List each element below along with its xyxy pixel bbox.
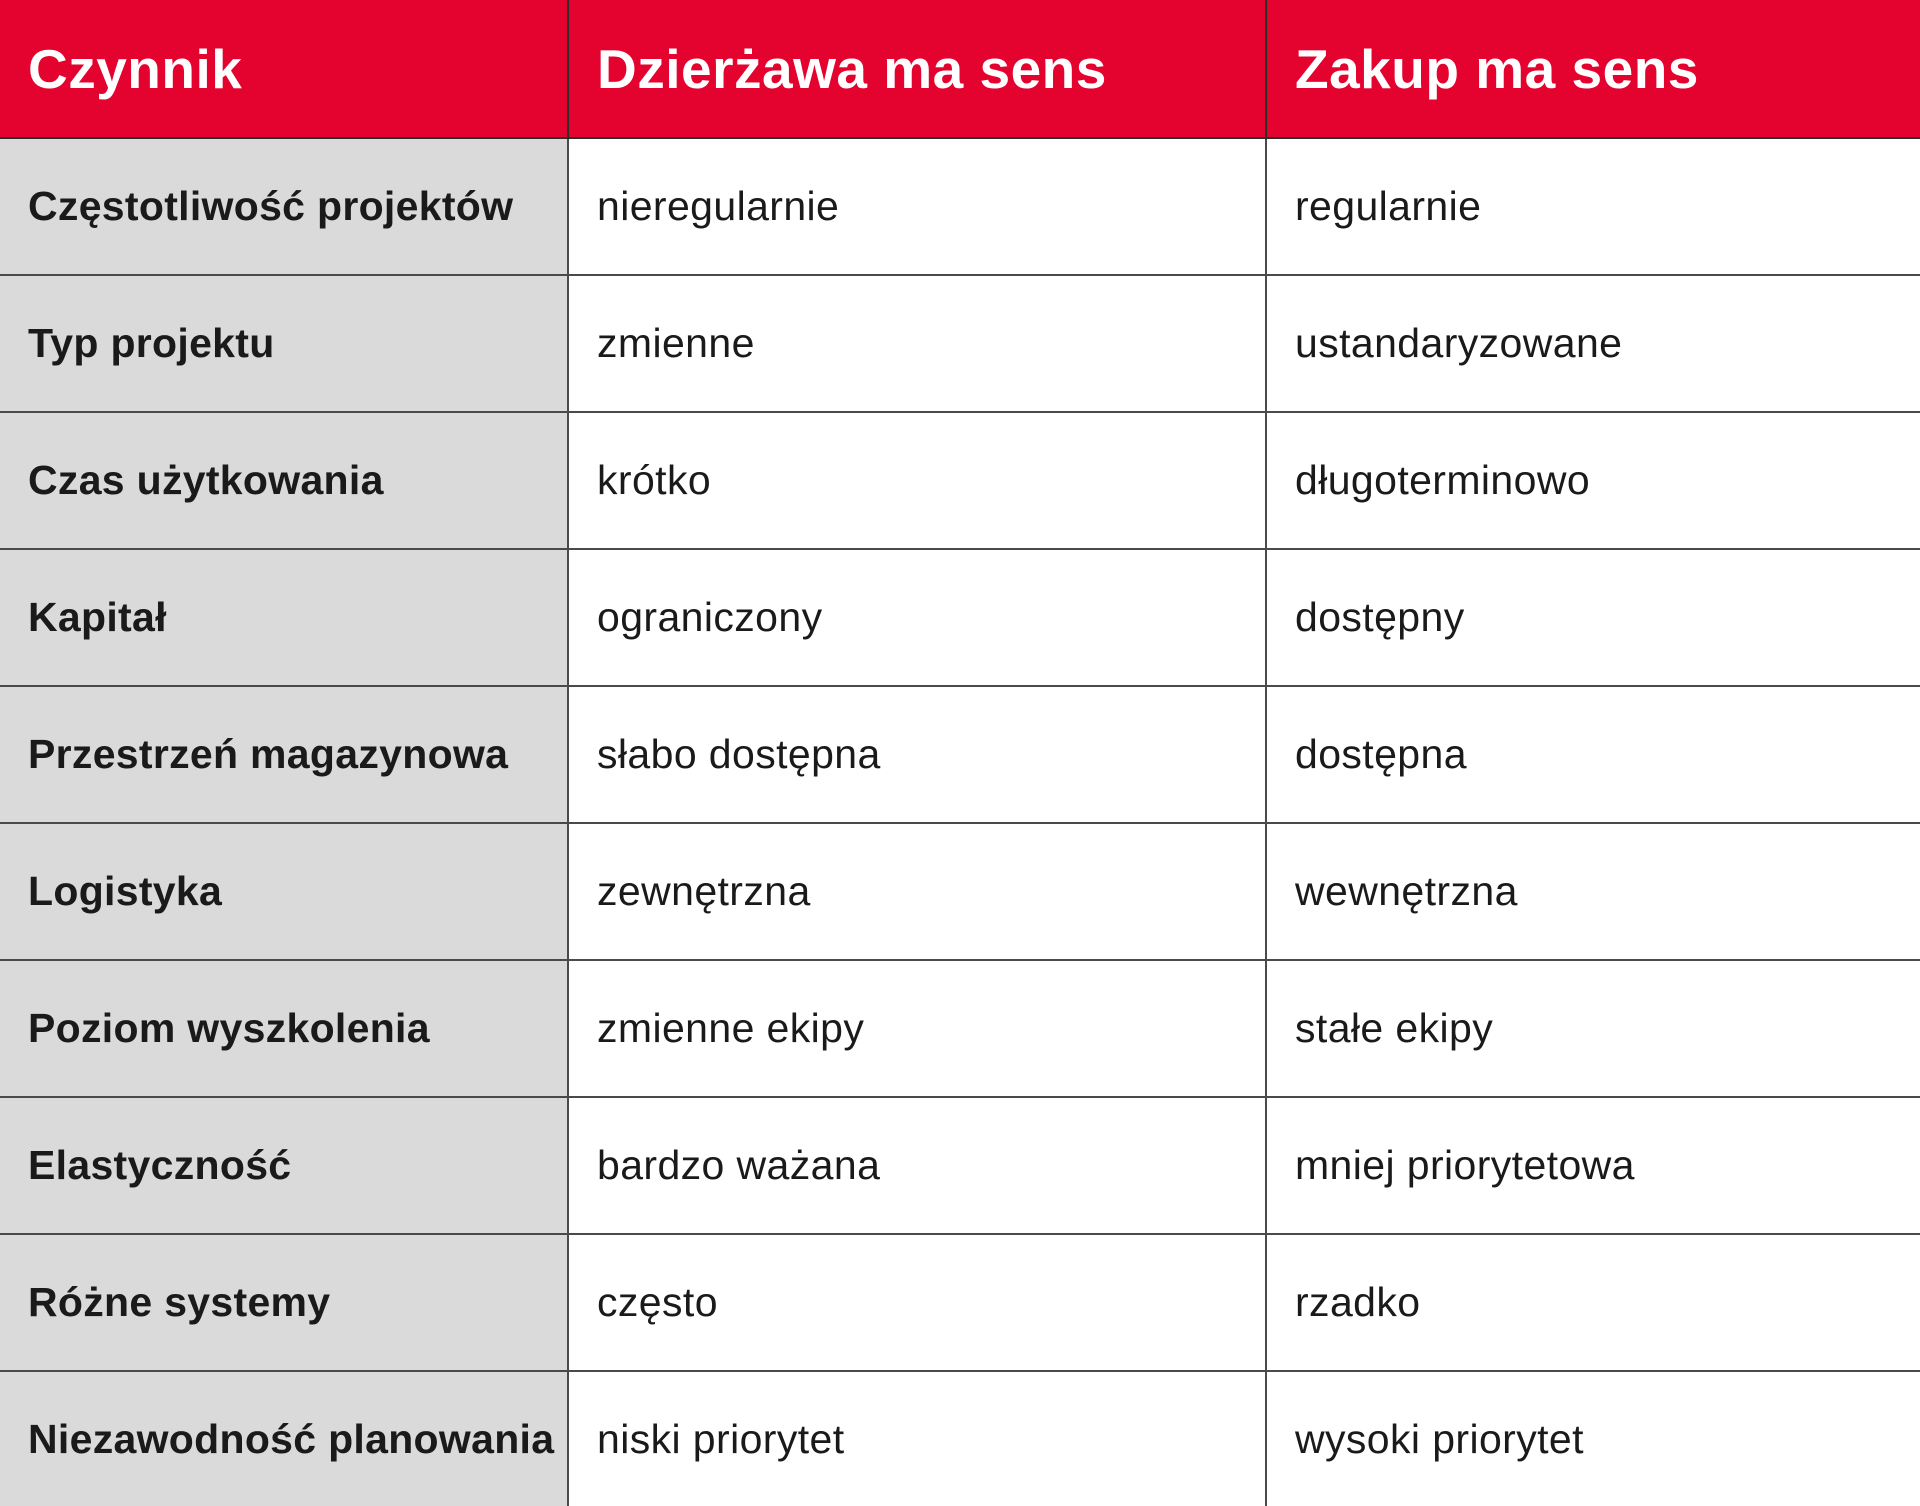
table-row xyxy=(0,823,1920,960)
purchase-cell: wewnętrzna xyxy=(1266,823,1920,960)
lease-cell: słabo dostępna xyxy=(568,686,1266,823)
table-row xyxy=(0,412,1920,549)
lease-cell: nieregularnie xyxy=(568,138,1266,275)
factor-cell: Elastyczność xyxy=(0,1097,568,1234)
lease-cell: bardzo ważana xyxy=(568,1097,1266,1234)
header-purchase: Zakup ma sens xyxy=(1266,0,1920,138)
factor-cell: Różne systemy xyxy=(0,1234,568,1371)
purchase-cell: dostępny xyxy=(1266,549,1920,686)
lease-cell: niski priorytet xyxy=(568,1371,1266,1506)
factor-cell: Typ projektu xyxy=(0,275,568,412)
table-row xyxy=(0,138,1920,275)
table-row xyxy=(0,1234,1920,1371)
lease-cell: zmienne xyxy=(568,275,1266,412)
header-row xyxy=(0,0,1920,138)
lease-cell: ograniczony xyxy=(568,549,1266,686)
factor-cell: Przestrzeń magazynowa xyxy=(0,686,568,823)
purchase-cell: długoterminowo xyxy=(1266,412,1920,549)
purchase-cell: mniej priorytetowa xyxy=(1266,1097,1920,1234)
lease-cell: zmienne ekipy xyxy=(568,960,1266,1097)
factor-cell: Poziom wyszkolenia xyxy=(0,960,568,1097)
lease-cell: krótko xyxy=(568,412,1266,549)
purchase-cell: stałe ekipy xyxy=(1266,960,1920,1097)
table-row xyxy=(0,960,1920,1097)
factor-cell: Częstotliwość projektów xyxy=(0,138,568,275)
factor-cell: Czas użytkowania xyxy=(0,412,568,549)
header-lease: Dzierżawa ma sens xyxy=(568,0,1266,138)
table-row xyxy=(0,686,1920,823)
header-factor: Czynnik xyxy=(0,0,568,138)
table-row xyxy=(0,1371,1920,1506)
lease-cell: często xyxy=(568,1234,1266,1371)
purchase-cell: regularnie xyxy=(1266,138,1920,275)
lease-cell: zewnętrzna xyxy=(568,823,1266,960)
purchase-cell: dostępna xyxy=(1266,686,1920,823)
purchase-cell: wysoki priorytet xyxy=(1266,1371,1920,1506)
table-row xyxy=(0,549,1920,686)
table-row xyxy=(0,275,1920,412)
factor-cell: Niezawodność planowania xyxy=(0,1371,568,1506)
factor-cell: Kapitał xyxy=(0,549,568,686)
factor-cell: Logistyka xyxy=(0,823,568,960)
table-row xyxy=(0,1097,1920,1234)
purchase-cell: rzadko xyxy=(1266,1234,1920,1371)
table-body xyxy=(0,138,1920,1506)
table-header xyxy=(0,0,1920,138)
purchase-cell: ustandaryzowane xyxy=(1266,275,1920,412)
